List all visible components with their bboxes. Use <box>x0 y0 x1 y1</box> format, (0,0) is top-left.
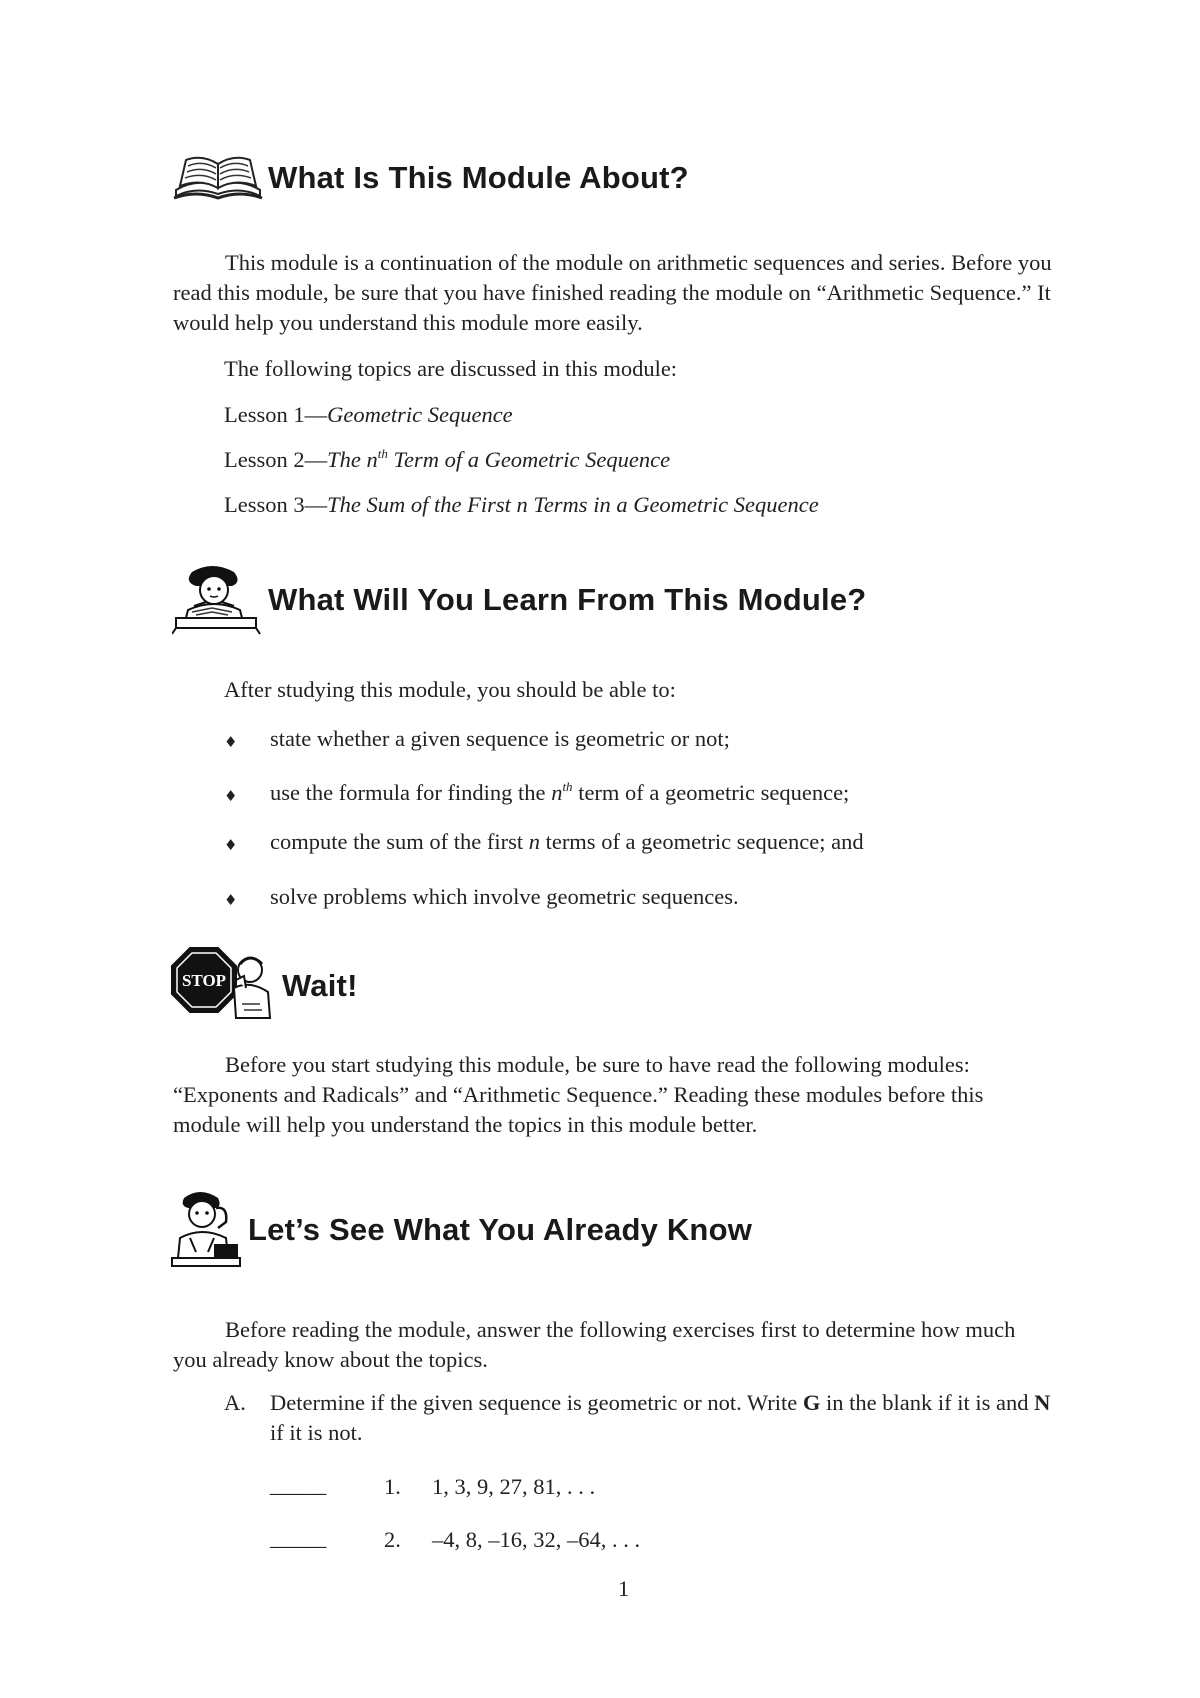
objectives-intro: After studying this module, you should be able to: <box>224 677 676 702</box>
objective-2-sup: th <box>562 779 573 794</box>
part-a-bold-n: N <box>1034 1390 1051 1415</box>
section-title-already-know: Let’s See What You Already Know <box>248 1212 753 1247</box>
objective-1: state whether a given sequence is geometric or not; <box>270 726 730 751</box>
answer-blank-2[interactable]: _____ <box>270 1525 327 1550</box>
section-title-learn: What Will You Learn From This Module? <box>268 582 867 617</box>
part-a-text-b: in the blank if it is and <box>820 1390 1035 1415</box>
objective-2-var: n <box>551 780 563 805</box>
lesson-2-prefix: Lesson 2— <box>224 447 328 472</box>
objective-3-var: n <box>528 829 540 854</box>
part-a-label: A. <box>224 1390 246 1415</box>
intro-paragraph-text: This module is a continuation of the module on arithmetic sequences and series. Before you read this module, be sure that you have finished reading the module on “Arithmetic Sequence.” It would help you understand this module more easily. <box>173 250 1052 335</box>
bullet-icon: ♦ <box>224 836 238 854</box>
item-1-number: 1. <box>384 1474 401 1499</box>
lesson-2-sup: th <box>377 446 388 461</box>
lesson-3 <box>224 492 819 518</box>
lesson-2-title-b: Term of a Geometric Sequence <box>387 447 671 472</box>
bullet-icon: ♦ <box>224 733 238 751</box>
objective-2 <box>270 780 849 806</box>
objective-2-text-a: use the formula for finding the <box>270 780 552 805</box>
already-know-paragraph-text: Before reading the module, answer the following exercises first to determine how much you already know about the topics. <box>173 1317 1016 1372</box>
lesson-3-title: The Sum of the First n Terms in a Geometric Sequence <box>327 492 819 517</box>
objective-3 <box>270 829 864 855</box>
topics-intro: The following topics are discussed in this module: <box>224 356 678 381</box>
answer-blank-1[interactable]: _____ <box>270 1472 327 1497</box>
bullet-icon: ♦ <box>224 787 238 805</box>
part-a-bold-g: G <box>802 1390 821 1415</box>
part-a-text-c: if it is not. <box>270 1420 363 1445</box>
lesson-3-prefix: Lesson 3— <box>224 492 328 517</box>
part-a-text-a: Determine if the given sequence is geometric or not. Write <box>270 1390 803 1415</box>
wait-paragraph-text: Before you start studying this module, be sure to have read the following modules: “Exponents and Radicals” and “Arithmetic Sequence.” Reading these modules before this module will help you understand the topics in this module better. <box>173 1052 984 1137</box>
stop-sign-icon <box>170 944 276 1024</box>
objective-2-text-b: term of a geometric sequence; <box>572 780 850 805</box>
bullet-icon: ♦ <box>224 891 238 909</box>
lesson-1-prefix: Lesson 1— <box>224 402 328 427</box>
person-thinking-icon <box>170 1188 242 1272</box>
wait-paragraph <box>173 1050 1053 1140</box>
item-2-number: 2. <box>384 1527 401 1552</box>
lesson-2 <box>224 447 670 473</box>
objective-3-text-a: compute the sum of the first <box>270 829 529 854</box>
lesson-2-title-a: The n <box>327 447 378 472</box>
already-know-paragraph <box>173 1315 1053 1375</box>
item-2-sequence: –4, 8, –16, 32, –64, . . . <box>432 1527 641 1552</box>
stop-label: STOP <box>181 971 227 990</box>
objective-3-text-b: terms of a geometric sequence; and <box>539 829 864 854</box>
page-number: 1 <box>618 1576 630 1601</box>
part-a-instruction <box>270 1388 1060 1448</box>
item-1-sequence: 1, 3, 9, 27, 81, . . . <box>432 1474 596 1499</box>
intro-paragraph <box>173 248 1053 338</box>
objective-4: solve problems which involve geometric sequences. <box>270 884 739 909</box>
student-studying-icon <box>172 562 262 636</box>
open-book-icon <box>172 150 264 206</box>
section-title-module-about: What Is This Module About? <box>268 160 689 195</box>
lesson-1 <box>224 402 513 428</box>
section-title-wait: Wait! <box>282 968 358 1003</box>
lesson-1-title: Geometric Sequence <box>327 402 513 427</box>
